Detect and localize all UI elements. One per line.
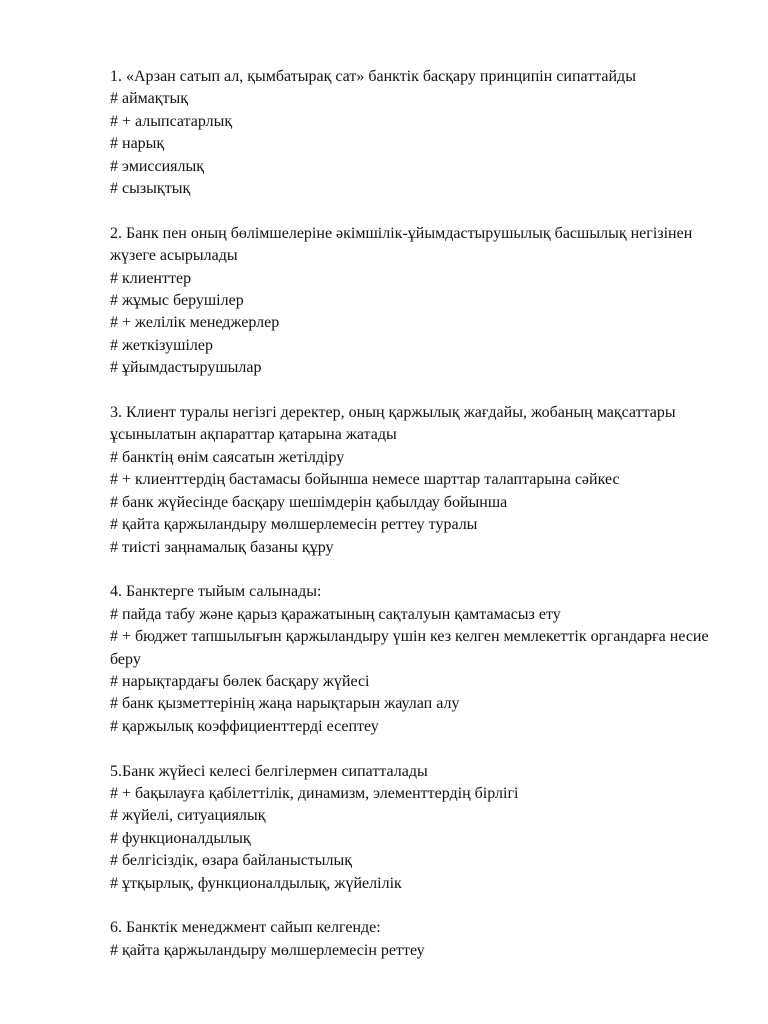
answer-option: # банк қызметтерінің жаңа нарықтарын жаулап алу (110, 695, 460, 713)
answer-option: # нарық (110, 135, 165, 153)
question-3 (110, 402, 730, 559)
answer-option: # + клиенттердің бастамасы бойынша немесе шарттар талаптарына сәйкес (110, 471, 620, 489)
answer-option: # + бюджет тапшылығын қаржыландыру үшін кез келген мемлекеттік органдарға несие беру (110, 628, 709, 668)
answer-option: # аймақтық (110, 90, 189, 108)
answer-option: # нарықтардағы бөлек басқару жүйесі (110, 672, 370, 690)
question-5 (110, 761, 730, 895)
answer-option: # қайта қаржыландыру мөлшерлемесін реттеу (110, 941, 425, 959)
answer-option: # функционалдылық (110, 829, 251, 847)
answer-option: # клиенттер (110, 269, 192, 287)
answer-option: # + желілік менеджерлер (110, 314, 280, 332)
answer-option: # пайда табу және қарыз қаражатының сақталуын қамтамасыз ету (110, 605, 561, 623)
answer-option: # қаржылық коэффициенттерді есептеу (110, 717, 379, 735)
answer-option: # жеткізушілер (110, 336, 213, 354)
question-1 (110, 66, 730, 200)
answer-option: # жұмыс берушілер (110, 292, 244, 310)
answer-option: # жүйелі, ситуациялық (110, 807, 266, 825)
answer-option: # ұтқырлық, функционалдылық, жүйелілік (110, 874, 402, 892)
question-4 (110, 581, 730, 738)
answer-option: # тиісті заңнамалық базаны құру (110, 538, 334, 556)
answer-option: # сызықтық (110, 180, 191, 198)
question-text: 3. Клиент туралы негізгі деректер, оның қаржылық жағдайы, жобаның мақсаттары ұсынылатын ақпараттар қатарына жатады (110, 404, 676, 444)
answer-option: # + алыпсатарлық (110, 112, 233, 130)
question-text: 1. «Арзан сатып ал, қымбатырақ сат» банктік басқару принципін сипаттайды (110, 68, 636, 85)
question-2 (110, 223, 730, 380)
answer-option: # қайта қаржыландыру мөлшерлемесін реттеу туралы (110, 516, 478, 534)
question-text: 6. Банктік менеджмент сайып келгенде: (110, 919, 381, 937)
answer-option: # ұйымдастырушылар (110, 359, 262, 377)
question-text: 4. Банктерге тыйым салынады: (110, 583, 322, 601)
question-text: 5.Банк жүйесі келесі белгілермен сипатталады (110, 762, 428, 780)
document-page (110, 66, 730, 985)
answer-option: # банктің өнім саясатын жетілдіру (110, 448, 345, 466)
question-text: 2. Банк пен оның бөлімшелеріне әкімшілік-ұйымдастырушылық басшылық негізінен жүзеге асырылады (110, 224, 693, 265)
answer-option: # банк жүйесінде басқару шешімдерін қабылдау бойынша (110, 493, 508, 511)
answer-option: # + бақылауға қабілеттілік, динамизм, элементтердің бірлігі (110, 784, 519, 802)
answer-option: # эмиссиялық (110, 157, 205, 175)
question-6 (110, 917, 730, 962)
answer-option: # белгісіздік, өзара байланыстылық (110, 852, 353, 870)
